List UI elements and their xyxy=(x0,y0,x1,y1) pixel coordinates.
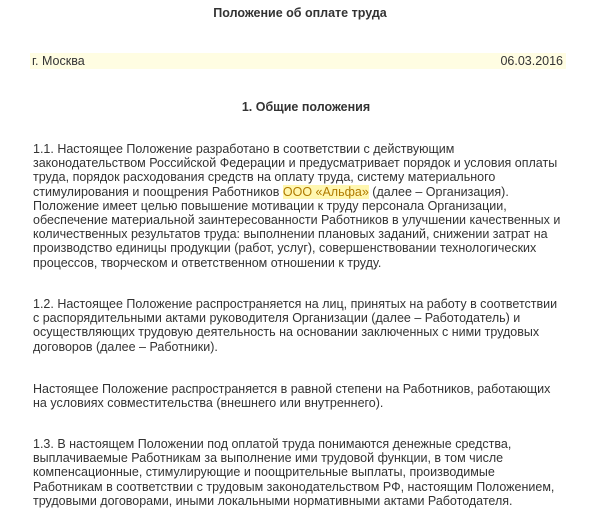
date-field: 06.03.2016 xyxy=(500,54,563,68)
organization-name-placeholder: ООО «Альфа» xyxy=(282,184,369,199)
place-date-row xyxy=(30,53,566,69)
section-heading: 1. Общие положения xyxy=(241,100,371,114)
city-field: г. Москва xyxy=(32,54,85,68)
paragraph-1-1 xyxy=(33,142,563,270)
paragraph-1-1-text-start: 1.1. Настоящее Положение разработано в соответствии с действующим законодательством Российской Федерации и предусматривает порядок и условия оплаты труда, порядок расходования средств на оплату труда, систему материального стимулирования и поощрения Работников xyxy=(33,142,558,199)
paragraph-1-3: 1.3. В настоящем Положении под оплатой труда понимаются денежные средства, выплачиваемые Работникам за выполнение ими трудовой функции, в том числе компенсационные, стимулирующие и поощрительные выплаты, производимые Работникам в соответствии с трудовым законодательством РФ, настоящим Положением, трудовыми договорами, иными локальными нормативными актами Работодателя. xyxy=(33,437,555,508)
document-title: Положение об оплате труда xyxy=(213,6,387,20)
paragraph-1-2: 1.2. Настоящее Положение распространяется на лиц, принятых на работу в соответствии с распорядительными актами руководителя Организации (далее – Работодатель) и осуществляющих трудовую деятельность на основании заключенных с ними трудовых договоров (далее – Работники). xyxy=(33,297,558,354)
paragraph-part-time: Настоящее Положение распространяется в равной степени на Работников, работающих на условиях совместительства (внешнего или внутреннего). xyxy=(33,382,551,411)
paragraph-1-1-text-end: (далее – Организация). Положение имеет целью повышение мотивации к труду персонала Организации, обеспечение материальной заинтересованности Работников в улучшении качественных и количественных результатов труда: выполнении плановых заданий, снижении затрат на производство единицы продукции (работ, услуг), совершенствовании технологических процессов, творческом и ответственном отношении к труду. xyxy=(33,184,561,270)
